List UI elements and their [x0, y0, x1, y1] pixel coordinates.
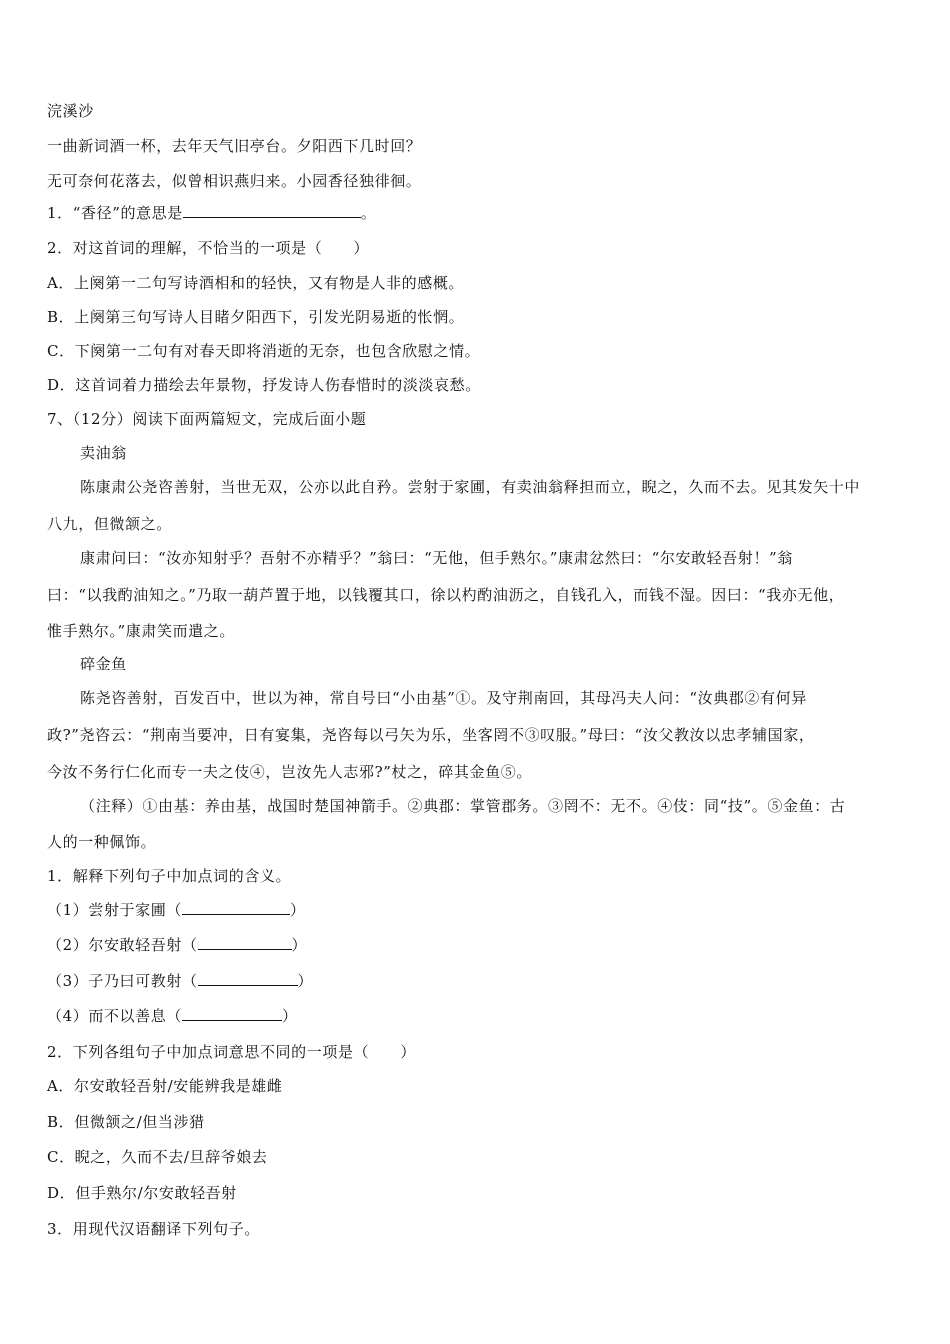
item-end: ） [281, 1007, 298, 1025]
answer-blank[interactable] [198, 935, 292, 950]
text2-para1-line1: 陈尧咨善射，百发百中，世以为神，常自号曰“小由基”①。及守荆南回，其母冯夫人问：“汝典郡②有何异 [80, 689, 807, 707]
sub1-item-1 [47, 900, 914, 920]
sub1-item-4 [47, 1006, 914, 1026]
text1-para2-line1: 康肃问曰：“汝亦知射乎？吾射不亦精乎？”翁曰：“无他，但手熟尔。”康肃忿然曰：“尔安敢轻吾射！”翁 [80, 549, 793, 567]
question-end: 。 [360, 204, 377, 222]
notes-line1: （注释）①由基：养由基，战国时楚国神箭手。②典郡：掌管郡务。③罔不：无不。④伎：同“技”。⑤金鱼：古 [80, 797, 846, 815]
poem-question-1 [47, 203, 914, 223]
text1-title: 卖油翁 [80, 444, 127, 462]
text2-para1-line2: 政?”尧咨云：“荆南当要冲，日有宴集，尧咨每以弓矢为乐，坐客罔不③叹服。”母曰：“汝父教汝以忠孝辅国家， [47, 726, 815, 744]
q7-heading: 7、（12分）阅读下面两篇短文，完成后面小题 [47, 410, 367, 428]
item-text: （1）尝射于家圃（ [47, 901, 182, 919]
poem-question-2: 2．对这首词的理解，不恰当的一项是（ ） [47, 239, 370, 257]
sub2-option-b: B．但微颔之/但当涉猎 [47, 1113, 205, 1131]
text2-title: 碎金鱼 [80, 655, 127, 673]
option-c: C．下阕第一二句有对春天即将消逝的无奈，也包含欣慰之情。 [47, 342, 481, 360]
poem-line-1: 一曲新词酒一杯，去年天气旧亭台。夕阳西下几时回？ [47, 137, 422, 155]
answer-blank[interactable] [182, 1006, 282, 1021]
item-end: ） [297, 972, 314, 990]
sub-question-3: 3．用现代汉语翻译下列句子。 [47, 1220, 260, 1238]
sub2-option-d: D．但手熟尔/尔安敢轻吾射 [47, 1184, 237, 1202]
sub1-item-3 [47, 971, 914, 991]
sub1-item-2 [47, 935, 914, 955]
question-text: 1．“香径”的意思是 [47, 204, 183, 222]
answer-blank[interactable] [198, 971, 298, 986]
sub2-option-a: A．尔安敢轻吾射/安能辨我是雄雌 [47, 1077, 283, 1095]
option-b: B．上阕第三句写诗人目睹夕阳西下，引发光阴易逝的怅惘。 [47, 308, 465, 326]
sub-question-1: 1．解释下列句子中加点词的含义。 [47, 867, 292, 885]
sub-question-2: 2．下列各组句子中加点词意思不同的一项是（ ） [47, 1043, 416, 1061]
text1-para1-line1: 陈康肃公尧咨善射，当世无双，公亦以此自矜。尝射于家圃，有卖油翁释担而立，睨之，久而不去。见其发矢十中 [80, 478, 861, 496]
item-text: （4）而不以善息（ [47, 1007, 182, 1025]
answer-blank[interactable] [182, 900, 290, 915]
option-a: A．上阕第一二句写诗酒相和的轻快，又有物是人非的感概。 [47, 274, 465, 292]
poem-title: 浣溪沙 [47, 102, 94, 120]
text2-para1-line3: 今汝不务行仁化而专一夫之伎④，岂汝先人志邪?”杖之，碎其金鱼⑤。 [47, 763, 532, 781]
item-text: （2）尔安敢轻吾射（ [47, 936, 198, 954]
item-end: ） [291, 936, 308, 954]
sub2-option-c: C．睨之，久而不去/旦辞爷娘去 [47, 1148, 268, 1166]
text1-para2-line2: 曰：“以我酌油知之。”乃取一葫芦置于地，以钱覆其口，徐以杓酌油沥之，自钱孔入，而钱不湿。因曰：“我亦无他， [47, 586, 845, 604]
text1-para2-line3: 惟手熟尔。”康肃笑而遣之。 [47, 622, 235, 640]
text1-para1-line2: 八九，但微颔之。 [47, 515, 172, 533]
item-end: ） [289, 901, 306, 919]
notes-line2: 人的一种佩饰。 [47, 833, 157, 851]
poem-line-2: 无可奈何花落去，似曾相识燕归来。小园香径独徘徊。 [47, 172, 422, 190]
item-text: （3）子乃曰可教射（ [47, 972, 198, 990]
option-d: D．这首词着力描绘去年景物，抒发诗人伤春惜时的淡淡哀愁。 [47, 376, 481, 394]
answer-blank[interactable] [183, 203, 361, 218]
